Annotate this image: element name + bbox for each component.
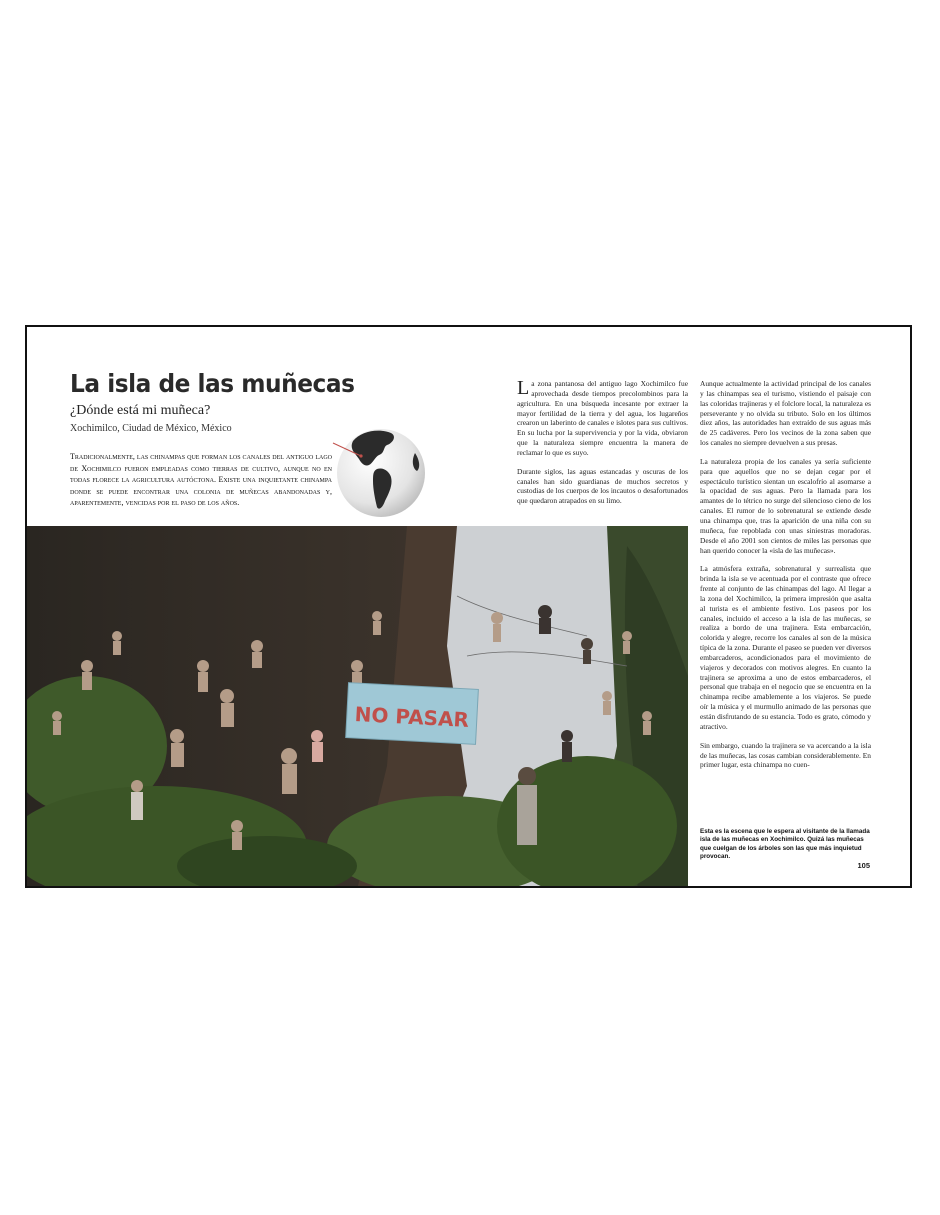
- paragraph: La atmósfera extraña, sobrenatural y surrealista que brinda la isla se ve acentuada por el contraste que ofrece frente al conjunto de las chinampas del lago. Al llegar a la zona del Xochimilco, la primera impresión que asalta al turista es el ambiente festivo. Los paseos por los canales, incluido el acceso a la isla de las muñecas, se realiza a bordo de una trajinera. Esta embarcación, colorida y alegre, recorre los canales al son de la música típica de la zona. Durante el paseo se pueden ver diversos embarcaderos, acondicionados para el movimiento de viajeros y decorados con motivos alegres. En cuanto la trajinera se aproxima a uno de estos embarcaderos, el personal que trabaja en el negocio que se encuentra en la chinampa recibe amablemente a los viajeros. Se puede oír la música y el murmullo animado de las personas que están disfrutando de su estancia. Todo es grato, cómodo y atractivo.: [700, 564, 871, 731]
- text-column-1: [517, 379, 688, 515]
- drop-cap: L: [517, 377, 530, 399]
- article-location: Xochimilco, Ciudad de México, México: [70, 423, 232, 434]
- magazine-spread: [25, 325, 912, 888]
- text-column-2: [700, 379, 871, 779]
- article-title: La isla de las muñecas: [70, 369, 355, 398]
- paragraph: Aunque actualmente la actividad principal de los canales y las chinampas sea el turismo, vistiendo el paisaje con las coloridas trajineras y el folclore local, la naturaleza es perseverante y no olvida su tributo. Solo en los últimos diez años, las autoridades han extraído de sus aguas más de 25 cadáveres. Pero los vecinos de la zona saben que los canales no siempre devuelven a sus presas.: [700, 379, 871, 448]
- page-number: 105: [857, 861, 870, 870]
- paragraph: Durante siglos, las aguas estancadas y oscuras de los canales han sido guardianas de muchos secretos y custodias de los cuerpos de los incautos o desafortunados que quedaron atrapados en su limo.: [517, 466, 688, 506]
- sign-text: NO PASAR: [354, 702, 470, 732]
- paragraph: Sin embargo, cuando la trajinera se va acercando a la isla de las muñecas, las cosas cambian considerablemente. En primer lugar, esta chinampa no cuen-: [700, 740, 871, 770]
- globe-icon: [331, 423, 431, 523]
- dolls-island-photo: [27, 526, 688, 888]
- no-pasar-sign: [346, 683, 479, 745]
- article-subtitle: ¿Dónde está mi muñeca?: [70, 403, 211, 418]
- paragraph: La zona pantanosa del antiguo lago Xochimilco fue aprovechada desde tiempos precolombinos para la agricultura. En una búsqueda incesante por extraer la mayor fertilidad de la tierra y del agua, los lugareños crearon un laberinto de canales e islotes para sus cultivos. En su lucha por la supervivencia y por la vida, obviaron que la naturaleza siempre encuentra la manera de reclamar lo que es suyo.: [517, 377, 688, 457]
- article-intro: Tradicionalmente, las chinampas que forman los canales del antiguo lago de Xochimilco fueron empleadas como tierras de cultivo, aunque no en todas florece la agricultura autóctona. Existe una inquietante chinampa donde se puede encontrar una colonia de muñecas abandonadas y, aparentemente, vencidas por el paso de los años.: [70, 452, 332, 507]
- photo-caption: Esta es la escena que le espera al visitante de la llamada isla de las muñecas en Xochimilco. Quizá las muñecas que cuelgan de los árboles son las que más inquietud provocan.: [700, 828, 870, 861]
- paragraph: La naturaleza propia de los canales ya sería suficiente para que aquellos que no se dejan cegar por el espectáculo turístico sientan un escalofrío al asomarse a la opacidad de sus aguas. Pero la llamada para los amantes de lo tétrico no surge del silencioso cieno de los canales. El rumor de lo sobrenatural se extiende desde una chinampa que, tras la aparición de una niña con su muñeca, fue repoblada con unas siniestras moradoras. Desde el año 2001 son cientos de miles las personas que han querido conocer la «isla de las muñecas».: [700, 456, 871, 555]
